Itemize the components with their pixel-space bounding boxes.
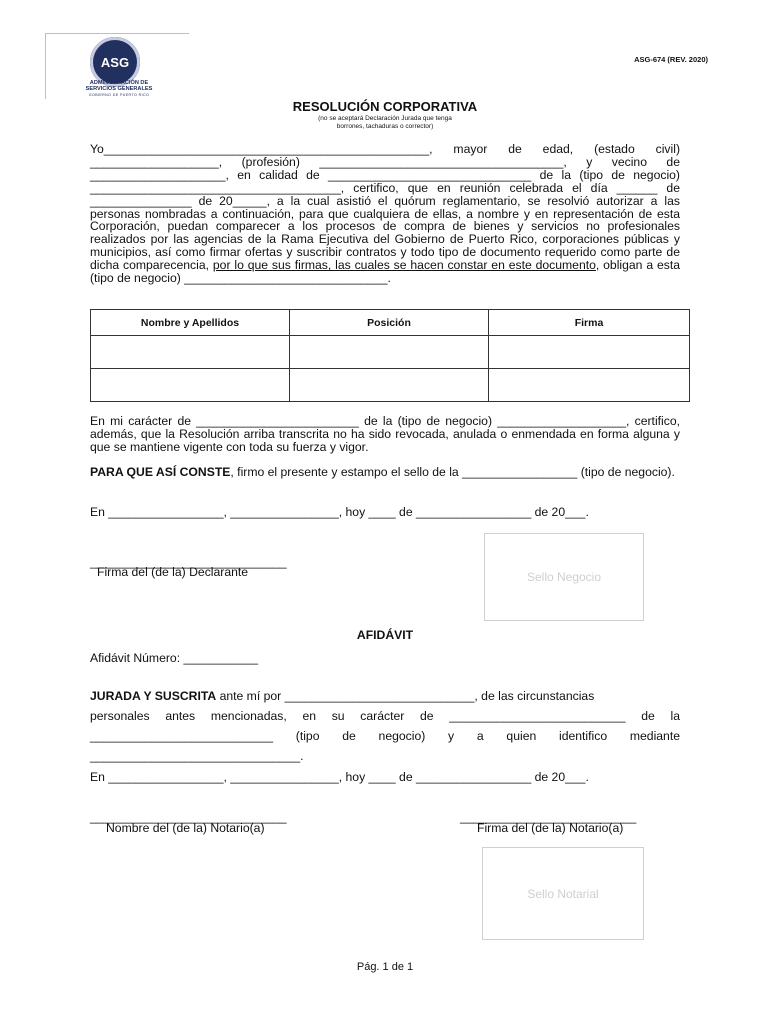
agency-line-2: SERVICIOS GENERALES: [85, 86, 153, 93]
table-cell[interactable]: [91, 369, 290, 402]
page-number: Pág. 1 de 1: [356, 961, 414, 973]
header-name: Nombre y Apellidos: [91, 310, 290, 336]
resolution-text-end: , obligan a esta (tipo de negocio) ______________________________.: [90, 258, 680, 286]
sworn-line-1: [90, 686, 680, 706]
date-line-2: En _________________, ________________, hoy ____ de _________________ de 20___.: [90, 770, 589, 784]
notary-signature-label: Firma del (de la) Notario(a): [477, 821, 624, 835]
note-line-2: borrones, tachaduras o corrector): [336, 123, 434, 130]
table-row: [91, 336, 690, 369]
sworn-bold: JURADA Y SUSCRITA: [90, 689, 217, 703]
header-position: Posición: [290, 310, 489, 336]
constancia-text: , firmo el presente y estampo el sello de la _________________ (tipo de negocio).: [230, 465, 675, 479]
declarant-signature-line: _____________________________: [90, 555, 287, 569]
agency-line-3: GOBIERNO DE PUERTO RICO: [88, 93, 150, 98]
header-signature: Firma: [489, 310, 690, 336]
form-code: ASG-674 (REV. 2020): [634, 55, 708, 64]
business-seal-label: Sello Negocio: [526, 570, 602, 584]
sworn-paragraph: [90, 686, 680, 766]
table-row: [91, 369, 690, 402]
certification-paragraph: En mi carácter de ________________________ de la (tipo de negocio) ___________________, certifico, además, que la Resolución arriba transcrita no ha sido revocada, anulada o enmendada en forma alguna y que se mantiene vigente con toda su fuerza y vigor.: [90, 414, 680, 454]
date-line-1: En _________________, ________________, hoy ____ de _________________ de 20___.: [90, 505, 589, 519]
table-cell[interactable]: [290, 369, 489, 402]
table-cell[interactable]: [290, 336, 489, 369]
notary-name-label: Nombre del (de la) Notario(a): [106, 821, 265, 835]
document-title: RESOLUCIÓN CORPORATIVA: [292, 99, 478, 114]
corner-mark-vertical: [45, 33, 46, 99]
table-cell[interactable]: [91, 336, 290, 369]
notary-seal-label: Sello Notarial: [527, 886, 599, 901]
notary-name-line: _____________________________: [90, 810, 287, 824]
authorized-persons-table: [90, 309, 690, 402]
note-line-1: (no se aceptará Declaración Jurada que tenga: [318, 115, 452, 122]
resolution-paragraph: [90, 143, 680, 285]
logo-text: ASG: [100, 54, 130, 70]
sworn-line-3: ___________________________ (tipo de negocio) y a quien identifico mediante: [90, 729, 680, 743]
table-header-row: [91, 310, 690, 336]
resolution-text: Yo________________________________________________, mayor de edad, (estado civil) ___________________, (profesión) ____________________________________, y vecino de ____________________, en calidad de ______________________________ de la (tipo de negocio) _____________________________________, certifico, que en reunión celebrada el día ______ de _______________ de 20_____, a la cual asistió el quórum reglamentario, se resolvió autorizar a las personas nombradas a continuación, para que cualquiera de ellas, a nombre y en representación de esta Corporación, puedan comparecer a los procesos de compra de bienes y servicios no profesionales realizados por las agencias de la Rama Ejecutiva del Gobierno de Puerto Rico, corporaciones públicas y municipios, así como firmar ofertas y suscribir contratos y todo tipo de documento requerido como parte de dicha comparecencia,: [90, 142, 680, 273]
sworn-text-1: ante mí por ____________________________, de las circunstancias: [216, 689, 595, 703]
notary-seal-box: [482, 847, 644, 940]
business-seal-box: [484, 533, 644, 621]
declarant-signature-label: Firma del (de la) Declarante: [97, 565, 249, 579]
constancia-bold: PARA QUE ASÍ CONSTE: [90, 465, 231, 479]
notary-signature-line: __________________________: [460, 810, 637, 824]
affidavit-number: Afidávit Número: ___________: [90, 651, 259, 665]
constancia-paragraph: [90, 466, 680, 479]
affidavit-title: AFIDÁVIT: [356, 628, 414, 642]
sworn-line-2: personales antes mencionadas, en su carácter de __________________________ de la: [90, 709, 680, 723]
resolution-underlined-text: por lo que sus firmas, las cuales se hacen constar en este documento: [212, 258, 596, 273]
table-cell[interactable]: [489, 336, 690, 369]
sworn-line-4: _______________________________.: [90, 749, 304, 763]
table-cell[interactable]: [489, 369, 690, 402]
corner-mark-horizontal: [45, 33, 189, 34]
agency-name: [74, 80, 164, 99]
agency-line-1: ADMINISTRACIÓN DE: [89, 80, 149, 86]
document-note: [285, 115, 485, 131]
